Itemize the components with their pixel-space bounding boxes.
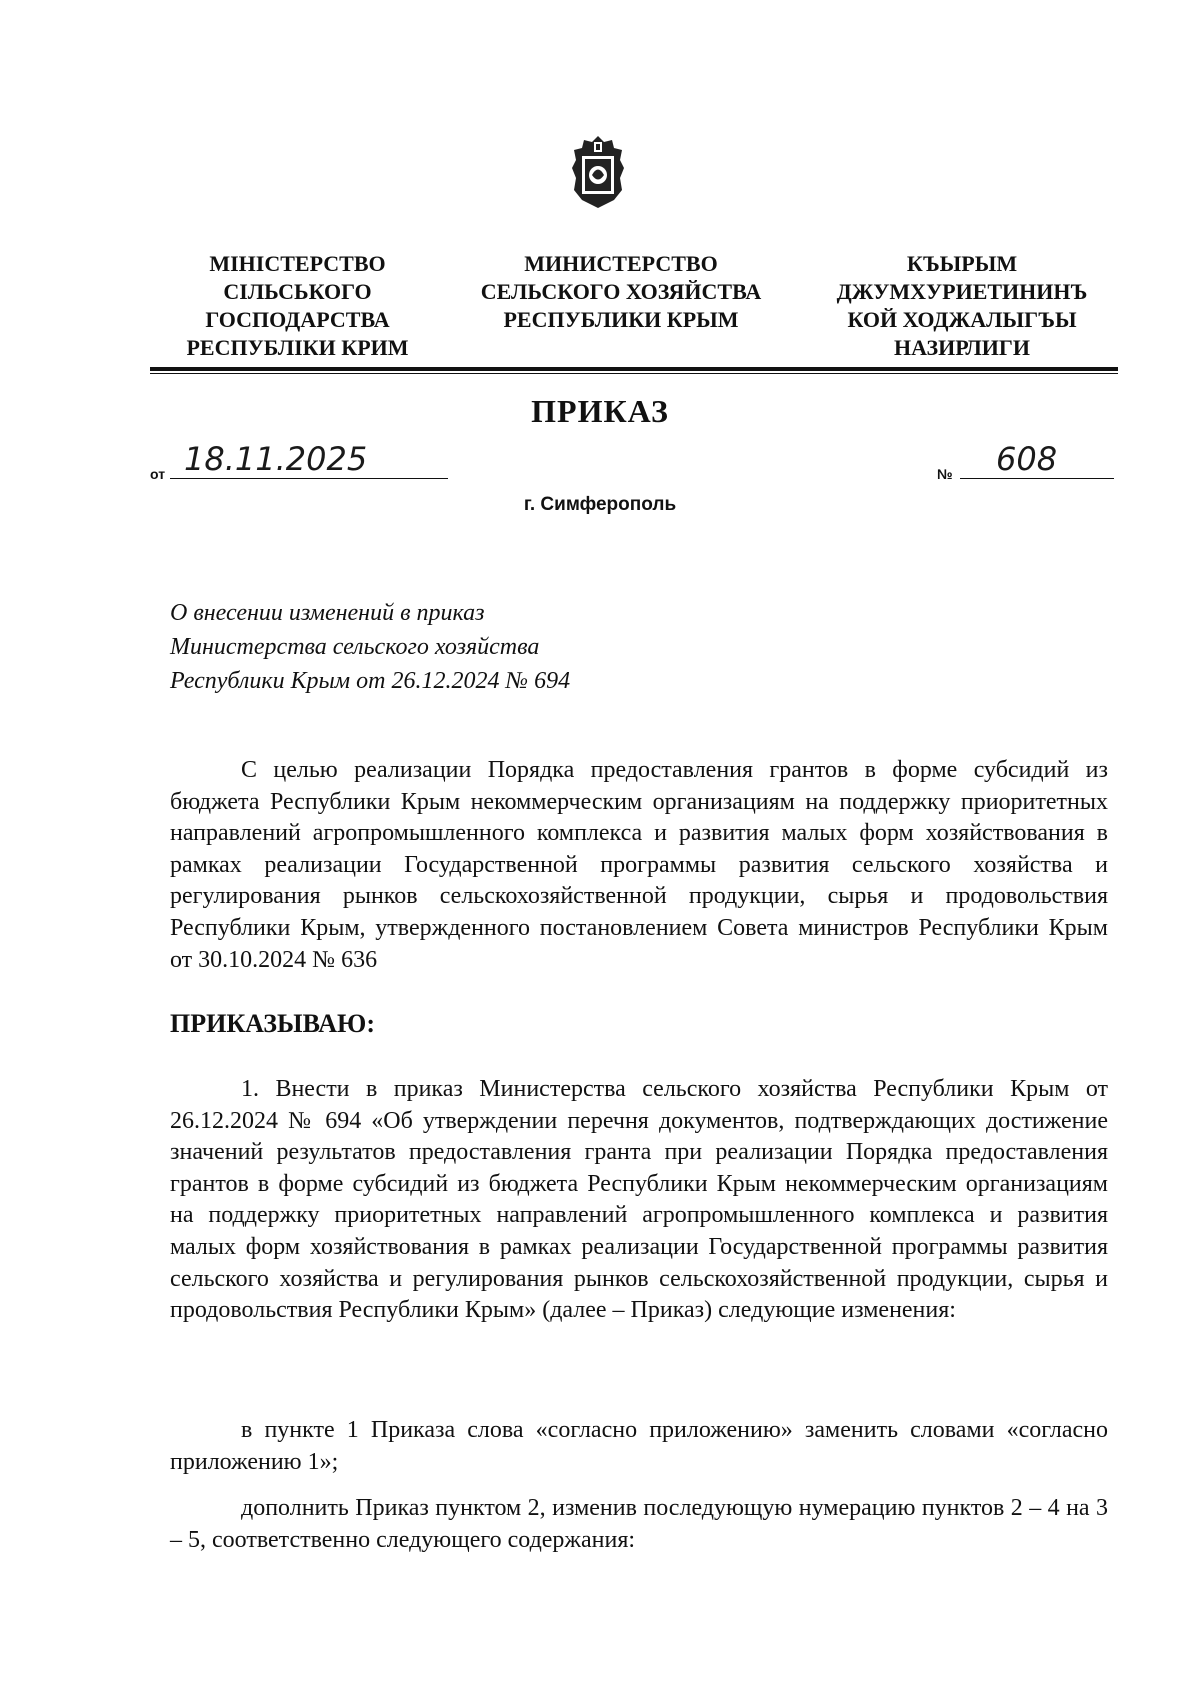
header-line: МІНІСТЕРСТВО (209, 251, 386, 276)
coat-of-arms-emblem (568, 134, 628, 210)
order-subject (170, 596, 570, 698)
ministry-name-ukrainian (165, 250, 430, 362)
header-line: ГОСПОДАРСТВА (205, 307, 390, 332)
header-line: КЪЫРЫМ (906, 251, 1018, 276)
change-2-paragraph: дополнить Приказ пунктом 2, изменив последующую нумерацию пунктов 2 – 4 на 3 – 5, соответственно следующего содержания: (170, 1495, 1108, 1553)
header-line: КОЙ ХОДЖАЛЫГЪЫ (847, 307, 1077, 332)
number-underline (960, 478, 1114, 479)
document-title: ПРИКАЗ (531, 393, 669, 429)
header-line: СІЛЬСЬКОГО (223, 279, 372, 304)
header-line: СЕЛЬСКОГО ХОЗЯЙСТВА (480, 279, 762, 304)
handwritten-date: 18.11.2025 (184, 440, 368, 478)
subject-line: Республики Крым от 26.12.2024 № 694 (170, 668, 571, 694)
date-label: от (150, 466, 166, 482)
header-line: РЕСПУБЛІКИ КРИМ (186, 335, 409, 360)
change-1-paragraph: в пункте 1 Приказа слова «согласно приложению» заменить словами «согласно приложению 1»; (170, 1417, 1108, 1475)
subject-line: О внесении изменений в приказ (170, 600, 485, 626)
header-line: НАЗИРЛИГИ (894, 335, 1030, 360)
ministry-name-russian (462, 250, 780, 334)
handwritten-number: 608 (996, 440, 1058, 478)
city-name: г. Симферополь (523, 494, 677, 515)
date-underline (170, 478, 448, 479)
number-label: № (937, 466, 953, 482)
header-line: РЕСПУБЛИКИ КРЫМ (503, 307, 739, 332)
order-heading: ПРИКАЗЫВАЮ: (170, 1009, 375, 1038)
subject-line: Министерства сельского хозяйства (170, 634, 540, 660)
header-divider-thin (150, 373, 1118, 374)
header-divider-thick (150, 367, 1118, 371)
item-1-paragraph: 1. Внести в приказ Министерства сельского хозяйства Республики Крым от 26.12.2024 № 694 «Об утверждении перечня документов, подтверждающих достижение значений результатов предоставления гранта при реализации Порядка предоставления грантов в форме субсидий из бюджета Республики Крым некоммерческим организациям на поддержку приоритетных направлений агропромышленного комплекса и развития малых форм хозяйствования в рамках реализации Государственной программы развития сельского хозяйства и регулирования рынков сельскохозяйственной продукции, сырья и продовольствия Республики Крым» (далее – Приказ) следующие изменения: (170, 1076, 1108, 1324)
header-line: ДЖУМХУРИЕТИНИНЪ (836, 279, 1088, 304)
ministry-name-crimean-tatar (812, 250, 1112, 362)
header-line: МИНИСТЕРСТВО (524, 251, 718, 276)
intro-paragraph: С целью реализации Порядка предоставления грантов в форме субсидий из бюджета Республики Крым некоммерческим организациям на поддержку приоритетных направлений агропромышленного комплекса и развития малых форм хозяйствования в рамках реализации Государственной программы развития сельского хозяйства и регулирования рынков сельскохозяйственной продукции, сырья и продовольствия Республики Крым, утвержденного постановлением Совета министров Республики Крым от 30.10.2024 № 636 (170, 757, 1108, 973)
